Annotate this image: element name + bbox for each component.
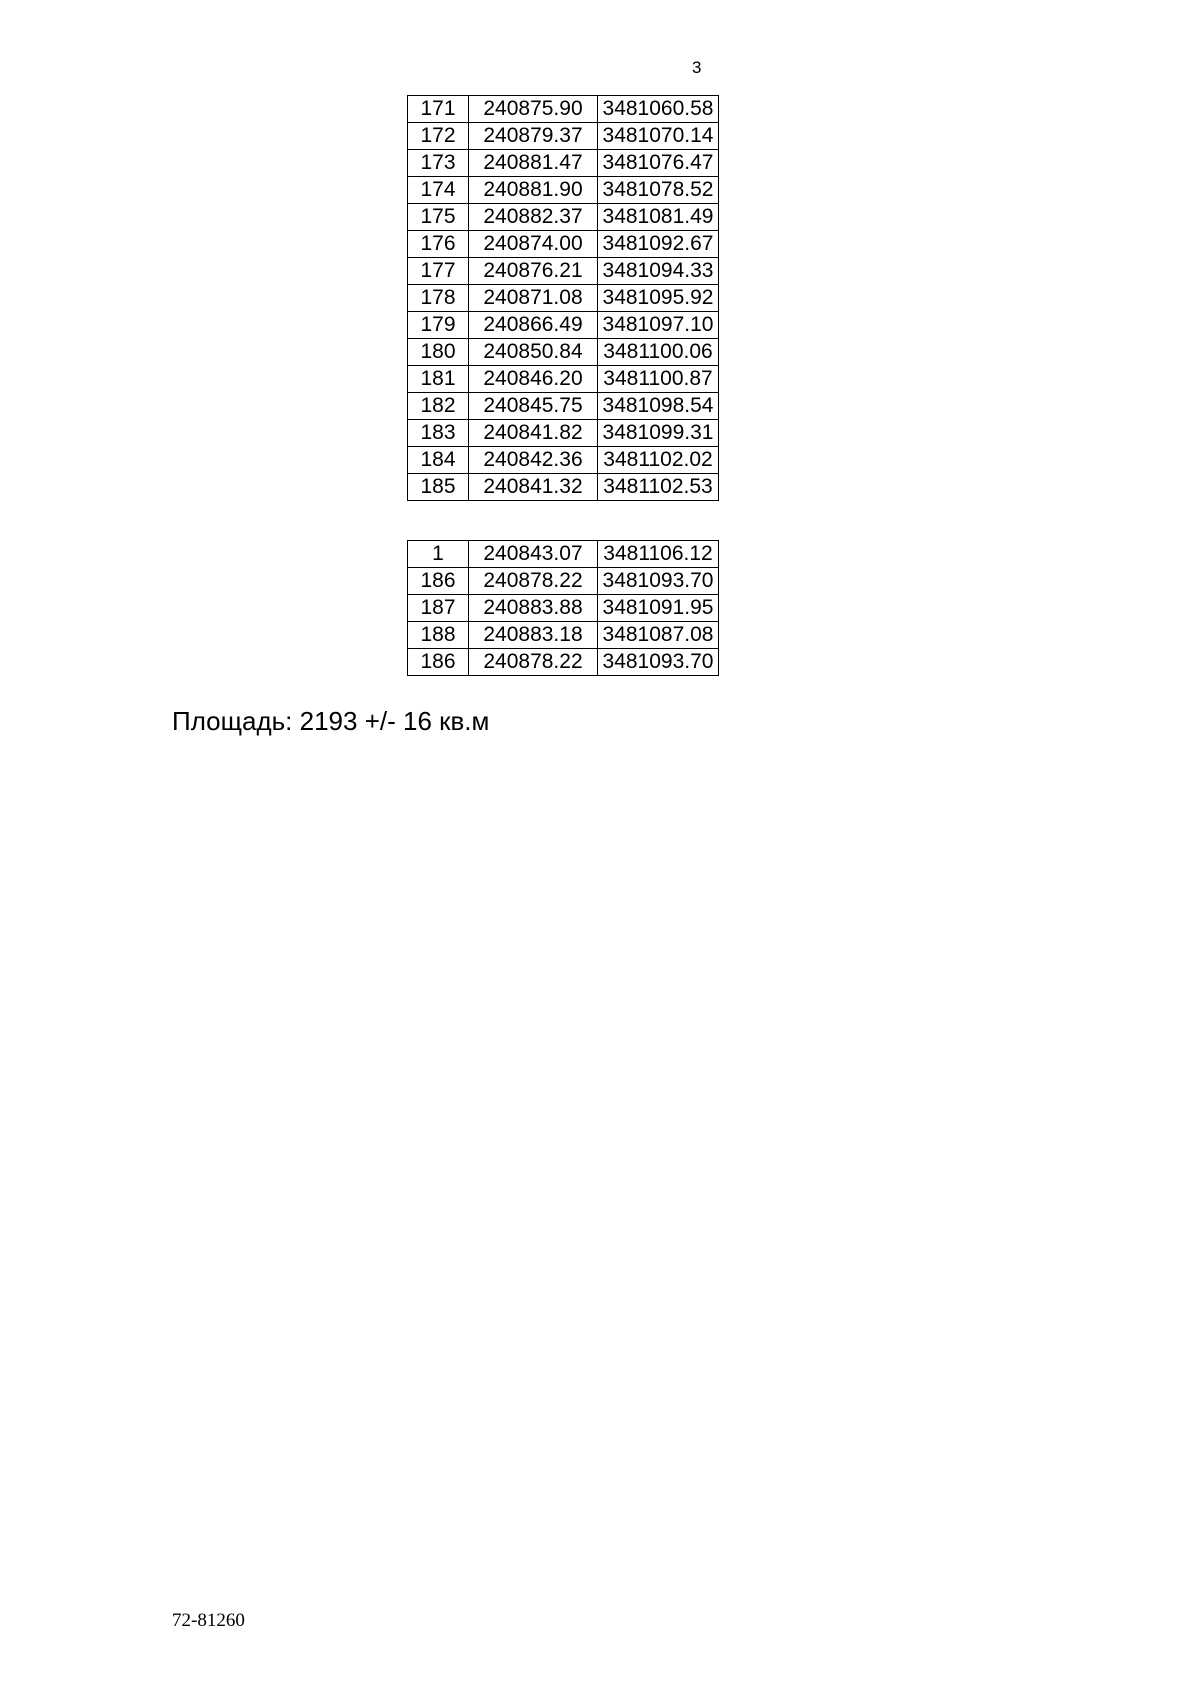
coordinates-table-secondary xyxy=(407,540,719,676)
x-coordinate-cell: 240843.07 xyxy=(469,541,598,568)
y-coordinate-cell: 3481093.70 xyxy=(598,649,719,676)
point-number-cell: 180 xyxy=(408,339,469,366)
point-number-cell: 185 xyxy=(408,474,469,501)
y-coordinate-cell: 3481094.33 xyxy=(598,258,719,285)
point-number-cell: 184 xyxy=(408,447,469,474)
x-coordinate-cell: 240881.47 xyxy=(469,150,598,177)
point-number-cell: 181 xyxy=(408,366,469,393)
table-row xyxy=(408,474,719,501)
x-coordinate-cell: 240882.37 xyxy=(469,204,598,231)
document-code: 72-81260 xyxy=(172,1610,245,1631)
table-row xyxy=(408,204,719,231)
x-coordinate-cell: 240875.90 xyxy=(469,96,598,123)
y-coordinate-cell: 3481099.31 xyxy=(598,420,719,447)
point-number-cell: 182 xyxy=(408,393,469,420)
y-coordinate-cell: 3481081.49 xyxy=(598,204,719,231)
x-coordinate-cell: 240878.22 xyxy=(469,649,598,676)
table-row xyxy=(408,541,719,568)
y-coordinate-cell: 3481091.95 xyxy=(598,595,719,622)
x-coordinate-cell: 240845.75 xyxy=(469,393,598,420)
y-coordinate-cell: 3481095.92 xyxy=(598,285,719,312)
y-coordinate-cell: 3481097.10 xyxy=(598,312,719,339)
table-row xyxy=(408,285,719,312)
page-number: 3 xyxy=(692,58,702,77)
y-coordinate-cell: 3481100.06 xyxy=(598,339,719,366)
table-row xyxy=(408,447,719,474)
point-number-cell: 188 xyxy=(408,622,469,649)
x-coordinate-cell: 240841.82 xyxy=(469,420,598,447)
y-coordinate-cell: 3481092.67 xyxy=(598,231,719,258)
table-row xyxy=(408,339,719,366)
y-coordinate-cell: 3481100.87 xyxy=(598,366,719,393)
table-row xyxy=(408,177,719,204)
point-number-cell: 186 xyxy=(408,568,469,595)
x-coordinate-cell: 240850.84 xyxy=(469,339,598,366)
x-coordinate-cell: 240883.18 xyxy=(469,622,598,649)
y-coordinate-cell: 3481060.58 xyxy=(598,96,719,123)
table-row xyxy=(408,568,719,595)
point-number-cell: 175 xyxy=(408,204,469,231)
y-coordinate-cell: 3481070.14 xyxy=(598,123,719,150)
table-row xyxy=(408,420,719,447)
x-coordinate-cell: 240883.88 xyxy=(469,595,598,622)
table-row xyxy=(408,312,719,339)
table-row xyxy=(408,393,719,420)
x-coordinate-cell: 240878.22 xyxy=(469,568,598,595)
area-text: Площадь: 2193 +/- 16 кв.м xyxy=(172,706,490,736)
point-number-cell: 172 xyxy=(408,123,469,150)
point-number-cell: 174 xyxy=(408,177,469,204)
coordinates-table-main xyxy=(407,95,719,501)
table-row xyxy=(408,366,719,393)
y-coordinate-cell: 3481098.54 xyxy=(598,393,719,420)
point-number-cell: 173 xyxy=(408,150,469,177)
x-coordinate-cell: 240871.08 xyxy=(469,285,598,312)
y-coordinate-cell: 3481102.53 xyxy=(598,474,719,501)
point-number-cell: 1 xyxy=(408,541,469,568)
table-row xyxy=(408,150,719,177)
point-number-cell: 177 xyxy=(408,258,469,285)
x-coordinate-cell: 240876.21 xyxy=(469,258,598,285)
table-row xyxy=(408,622,719,649)
table-row xyxy=(408,258,719,285)
y-coordinate-cell: 3481093.70 xyxy=(598,568,719,595)
y-coordinate-cell: 3481078.52 xyxy=(598,177,719,204)
table-row xyxy=(408,231,719,258)
x-coordinate-cell: 240842.36 xyxy=(469,447,598,474)
table-row xyxy=(408,595,719,622)
table-row xyxy=(408,123,719,150)
x-coordinate-cell: 240846.20 xyxy=(469,366,598,393)
point-number-cell: 176 xyxy=(408,231,469,258)
point-number-cell: 186 xyxy=(408,649,469,676)
point-number-cell: 178 xyxy=(408,285,469,312)
x-coordinate-cell: 240881.90 xyxy=(469,177,598,204)
x-coordinate-cell: 240879.37 xyxy=(469,123,598,150)
y-coordinate-cell: 3481106.12 xyxy=(598,541,719,568)
y-coordinate-cell: 3481076.47 xyxy=(598,150,719,177)
point-number-cell: 171 xyxy=(408,96,469,123)
y-coordinate-cell: 3481087.08 xyxy=(598,622,719,649)
x-coordinate-cell: 240874.00 xyxy=(469,231,598,258)
x-coordinate-cell: 240841.32 xyxy=(469,474,598,501)
x-coordinate-cell: 240866.49 xyxy=(469,312,598,339)
point-number-cell: 179 xyxy=(408,312,469,339)
table-row xyxy=(408,96,719,123)
coordinates-table-body xyxy=(408,96,719,501)
point-number-cell: 187 xyxy=(408,595,469,622)
table-row xyxy=(408,649,719,676)
point-number-cell: 183 xyxy=(408,420,469,447)
coordinates-table-body xyxy=(408,541,719,676)
y-coordinate-cell: 3481102.02 xyxy=(598,447,719,474)
